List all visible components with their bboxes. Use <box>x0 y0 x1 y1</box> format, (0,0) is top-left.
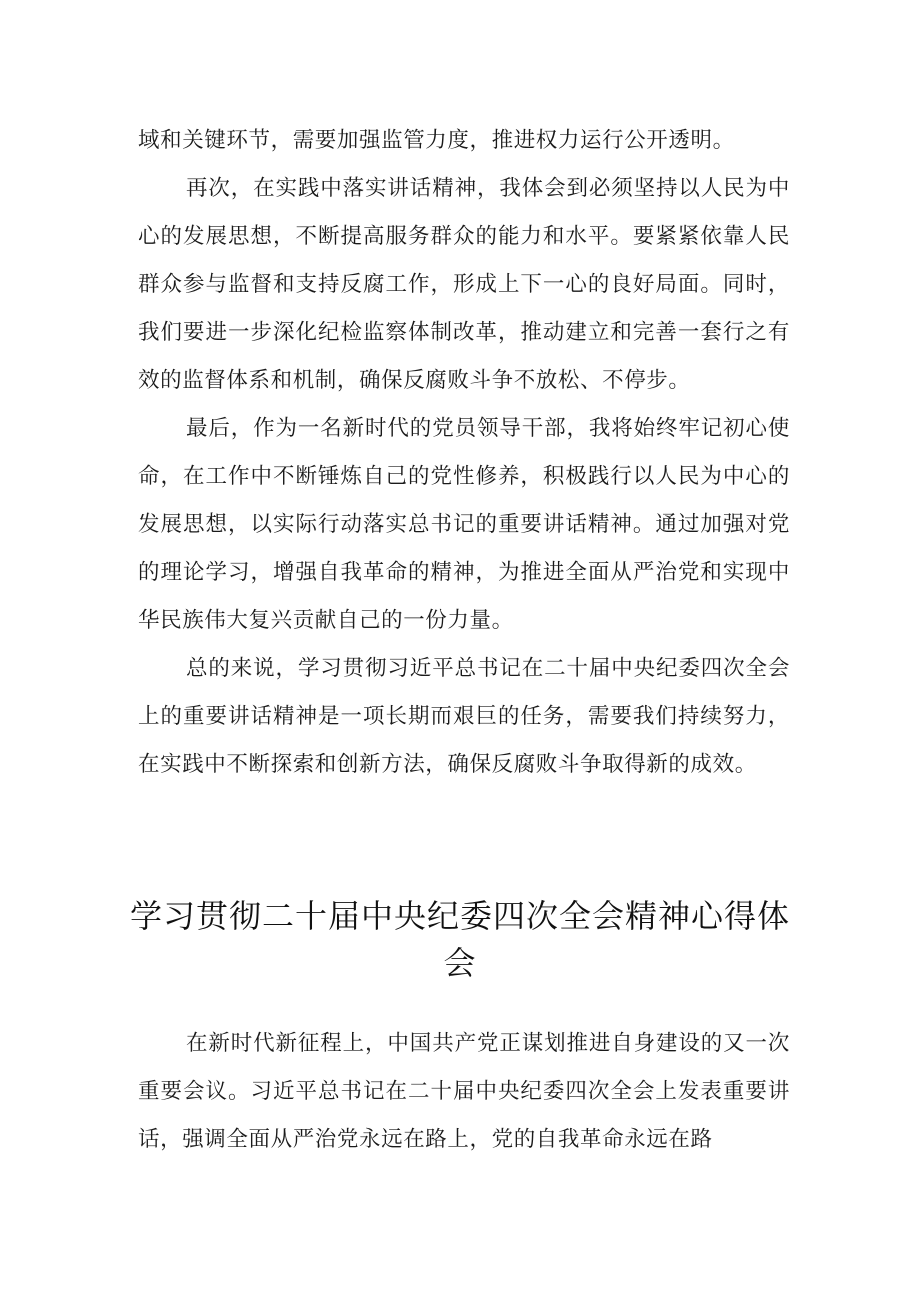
paragraph-intro: 在新时代新征程上，中国共产党正谋划推进自身建设的又一次重要会议。习近平总书记在二十届中央纪委四次全会上发表重要讲话，强调全面从严治党永远在路上，党的自我革命永远在路 <box>138 1031 790 1152</box>
paragraph-continued: 域和关键环节，需要加强监管力度，推进权力运行公开透明。 <box>138 128 735 153</box>
paragraph-conclusion: 总的来说，学习贯彻习近平总书记在二十届中央纪委四次全会上的重要讲话精神是一项长期而艰巨的任务，需要我们持续努力，在实践中不断探索和创新方法，确保反腐败斗争取得新的成效。 <box>138 656 790 777</box>
paragraph-finally: 最后，作为一名新时代的党员领导干部，我将始终牢记初心使命，在工作中不断锤炼自己的党性修养，积极践行以人民为中心的发展思想，以实际行动落实总书记的重要讲话精神。通过加强对党的理论学习，增强自我革命的精神，为推进全面从严治党和实现中华民族伟大复兴贡献自己的一份力量。 <box>138 416 790 633</box>
document-title: 学习贯彻二十届中央纪委四次全会精神心得体会 <box>129 897 790 982</box>
paragraph-second-point: 再次，在实践中落实讲话精神，我体会到必须坚持以人民为中心的发展思想，不断提高服务群众的能力和水平。要紧紧依靠人民群众参与监督和支持反腐工作，形成上下一心的良好局面。同时，我们要进一步深化纪检监察体制改革，推动建立和完善一套行之有效的监督体系和机制，确保反腐败斗争不放松、不停步。 <box>138 176 790 393</box>
